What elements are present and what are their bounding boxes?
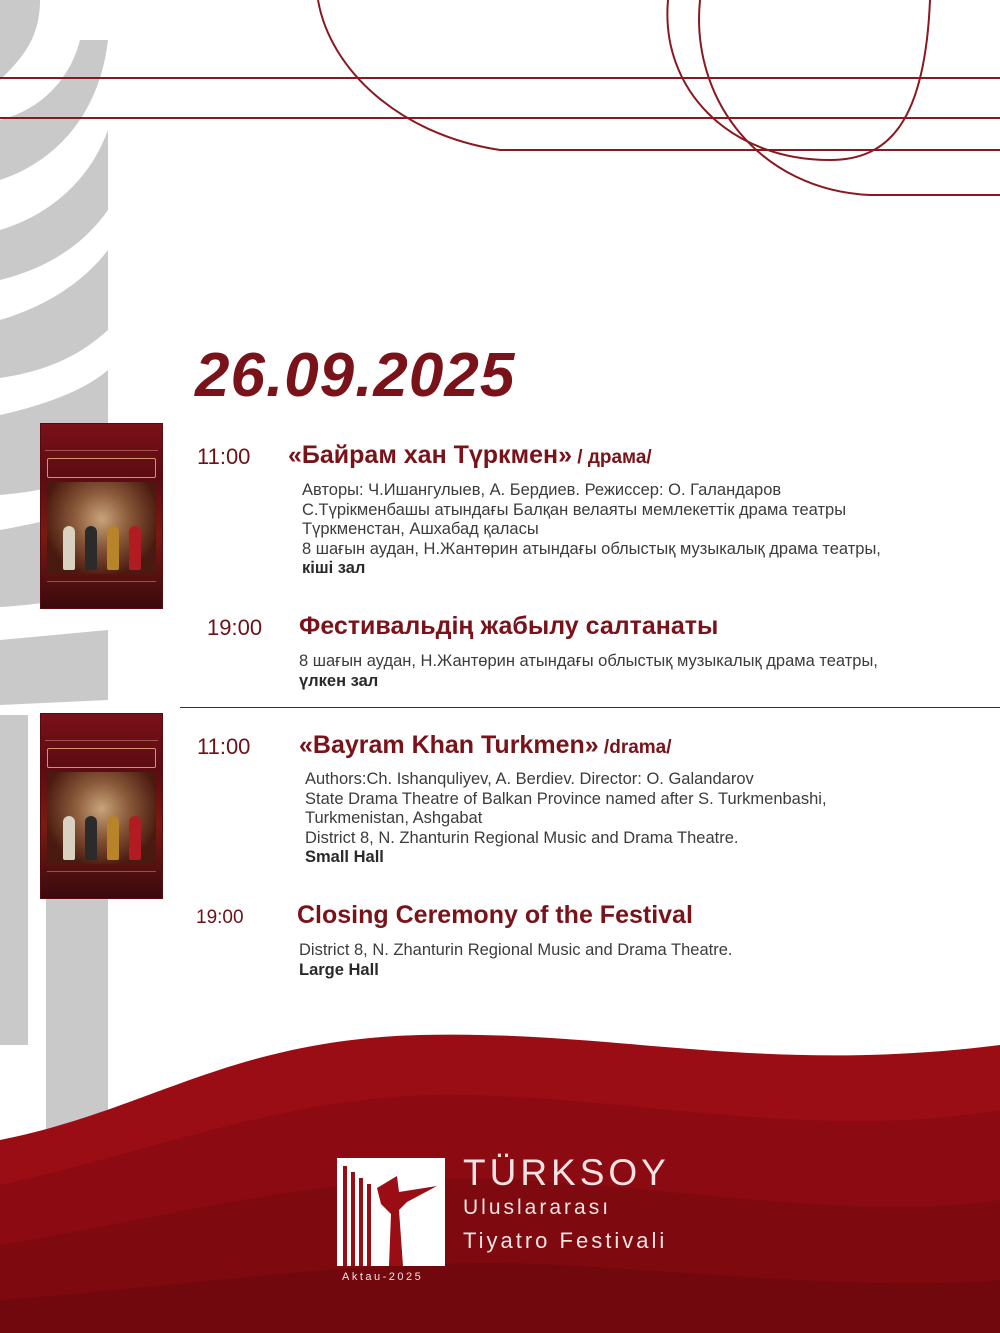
- schedule-date: 26.09.2025: [195, 341, 516, 410]
- event-genre: /drama/: [598, 737, 672, 758]
- theatre-bird-icon: [337, 1158, 445, 1266]
- event-hall: үлкен зал: [299, 671, 379, 690]
- event-title: «Bayram Khan Turkmen»: [299, 731, 599, 759]
- event-time: 11:00: [197, 734, 251, 759]
- logo-subtitle-2: Tiyatro Festivali: [463, 1228, 668, 1253]
- event-title: Фестивальдің жабылу салтанаты: [299, 612, 719, 640]
- event-detail-line: Авторы: Ч.Ишангулыев, А. Бердиев. Режиссер: О. Галандаров: [302, 481, 782, 499]
- event-time: 19:00: [207, 615, 263, 640]
- event-hall: кіші зал: [302, 559, 366, 578]
- event-title: Closing Ceremony of the Festival: [297, 901, 693, 929]
- event-genre: / драма/: [571, 447, 652, 468]
- event-detail-line: Authors:Ch. Ishanquliyev, A. Berdiev. Director: O. Galandarov: [305, 770, 754, 788]
- event-hall: Small Hall: [305, 848, 384, 867]
- event-detail-line: District 8, N. Zhanturin Regional Music and Drama Theatre.: [299, 941, 733, 959]
- turksoy-logo-emblem: [337, 1158, 445, 1266]
- event-detail-line: Түркменстан, Ашхабад қаласы: [302, 520, 539, 539]
- logo-place-year: Aktau-2025: [342, 1271, 424, 1283]
- event-detail-line: State Drama Theatre of Balkan Province named after S. Turkmenbashi,: [305, 789, 827, 808]
- event-time: 11:00: [197, 444, 251, 469]
- logo-name: TÜRKSOY: [463, 1152, 670, 1193]
- event-detail-line: District 8, N. Zhanturin Regional Music and Drama Theatre.: [305, 828, 739, 847]
- event-hall: Large Hall: [299, 960, 379, 979]
- event-detail-line: 8 шағын аудан, Н.Жантөрин атындағы облыстық музыкалық драма театры,: [302, 539, 881, 558]
- event-time: 19:00: [196, 907, 244, 928]
- event-detail-line: Turkmenistan, Ashgabat: [305, 809, 483, 828]
- event-title: «Байрам хан Түркмен»: [288, 441, 572, 469]
- event-detail-line: С.Түрікменбашы атындағы Балқан велаяты мемлекеттік драма театры: [302, 500, 847, 519]
- logo-subtitle-1: Uluslararası: [463, 1196, 612, 1219]
- event-detail-line: 8 шағын аудан, Н.Жантөрин атындағы облыстық музыкалық драма театры,: [299, 652, 878, 670]
